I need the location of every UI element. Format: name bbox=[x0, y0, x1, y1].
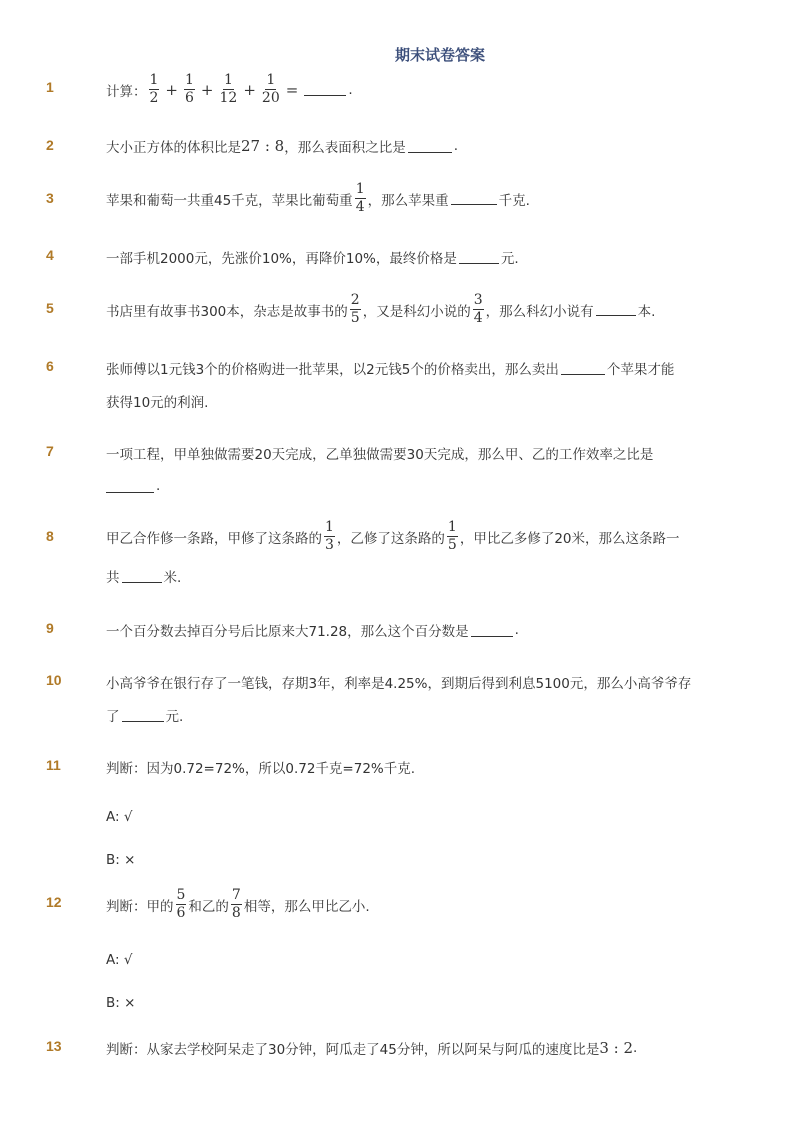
option-a[interactable]: A: √ bbox=[106, 809, 133, 825]
question-text: 小高爷爷在银行存了一笔钱，存期3年，利率是4.25%，到期后得到利息5100元，那么小高爷爷存 bbox=[106, 676, 692, 692]
equals-sign: = bbox=[285, 80, 299, 99]
question-10-line-2 bbox=[106, 705, 183, 725]
question-text: ，那么苹果重 bbox=[367, 192, 449, 209]
question-number: 5 bbox=[46, 300, 54, 316]
question-2 bbox=[106, 136, 458, 156]
answer-blank[interactable] bbox=[451, 192, 497, 205]
question-text: 一个百分数去掉百分号后比原来大71.28，那么这个百分数是 bbox=[106, 624, 469, 640]
question-text: ，甲比乙多修了20米，那么这条路一 bbox=[459, 530, 680, 547]
question-text: . bbox=[514, 622, 519, 638]
question-text: . bbox=[348, 81, 353, 98]
question-text: 个苹果才能 bbox=[606, 362, 675, 378]
question-9 bbox=[106, 620, 519, 640]
question-text: 计算： bbox=[106, 83, 147, 100]
question-text: 元. bbox=[500, 251, 519, 267]
question-text: 米. bbox=[163, 570, 182, 586]
answer-blank[interactable] bbox=[471, 624, 513, 637]
question-text: 书店里有故事书300本，杂志是故事书的 bbox=[106, 303, 348, 320]
question-text: 和乙的 bbox=[188, 898, 229, 915]
answer-blank[interactable] bbox=[304, 83, 346, 96]
question-number: 8 bbox=[46, 528, 54, 544]
ratio: 27 : 8 bbox=[241, 137, 285, 155]
answer-blank[interactable] bbox=[122, 570, 162, 583]
answer-blank[interactable] bbox=[408, 140, 452, 153]
fraction: $\frac{1}{5}$ bbox=[447, 519, 457, 553]
question-6-line-2 bbox=[106, 391, 208, 411]
question-3 bbox=[106, 181, 530, 216]
question-number: 12 bbox=[46, 894, 62, 910]
question-text: 判断：甲的 bbox=[106, 898, 174, 915]
question-text: 张师傅以1元钱3个的价格购进一批苹果，以2元钱5个的价格卖出，那么卖出 bbox=[106, 362, 559, 378]
question-text: . bbox=[453, 138, 459, 154]
fraction: $\frac{3}{4}$ bbox=[473, 292, 483, 326]
question-text: 判断：从家去学校阿呆走了30分钟，阿瓜走了45分钟，所以阿呆与阿瓜的速度比是 bbox=[106, 1042, 600, 1058]
question-6-line-1 bbox=[106, 358, 674, 378]
question-text: . bbox=[156, 478, 161, 494]
question-1 bbox=[106, 72, 353, 107]
answer-blank[interactable] bbox=[122, 709, 164, 722]
question-text: 一项工程，甲单独做需要20天完成，乙单独做需要30天完成，那么甲、乙的工作效率之比是 bbox=[106, 447, 654, 463]
fraction: $\frac{5}{6}$ bbox=[176, 887, 186, 921]
option-b[interactable]: B: × bbox=[106, 852, 136, 868]
option-b[interactable]: B: × bbox=[106, 995, 136, 1011]
question-text: 相等，那么甲比乙小. bbox=[243, 898, 370, 915]
question-4 bbox=[106, 247, 519, 267]
question-text: 了 bbox=[106, 709, 120, 725]
question-text: 本. bbox=[637, 303, 656, 320]
answer-blank[interactable] bbox=[106, 480, 154, 493]
question-number: 4 bbox=[46, 247, 54, 263]
question-text: 千克. bbox=[498, 192, 530, 209]
fraction: $\frac{2}{5}$ bbox=[350, 292, 360, 326]
answer-blank[interactable] bbox=[596, 303, 636, 316]
question-8-line-1 bbox=[106, 519, 680, 554]
question-number: 2 bbox=[46, 137, 54, 153]
question-text: ，那么表面积之比是 bbox=[284, 140, 406, 156]
fraction: $\frac{1}{12}$ bbox=[219, 72, 238, 106]
plus-sign: + bbox=[243, 80, 256, 99]
question-text: 获得10元的利润. bbox=[106, 395, 209, 411]
question-11 bbox=[106, 757, 415, 777]
question-text: 甲乙合作修一条路，甲修了这条路的 bbox=[106, 530, 322, 547]
question-text: . bbox=[633, 1040, 638, 1056]
option-a[interactable]: A: √ bbox=[106, 952, 133, 968]
question-13 bbox=[106, 1038, 637, 1058]
question-5 bbox=[106, 292, 655, 327]
question-text: 共 bbox=[106, 570, 120, 586]
question-number: 11 bbox=[46, 757, 61, 773]
question-number: 6 bbox=[46, 358, 54, 374]
question-text: 一部手机2000元，先涨价10%，再降价10%，最终价格是 bbox=[106, 251, 457, 267]
fraction: $\frac{7}{8}$ bbox=[231, 887, 241, 921]
question-10-line-1 bbox=[106, 672, 691, 692]
question-text: 判断：因为0.72=72%，所以0.72千克=72%千克. bbox=[106, 761, 416, 777]
fraction: $\frac{1}{4}$ bbox=[355, 181, 365, 215]
plus-sign: + bbox=[165, 80, 178, 99]
question-text: 苹果和葡萄一共重45千克，苹果比葡萄重 bbox=[106, 192, 353, 209]
question-7-line-1 bbox=[106, 443, 653, 463]
question-text: ，乙修了这条路的 bbox=[336, 530, 445, 547]
question-number: 10 bbox=[46, 672, 62, 688]
question-8-line-2 bbox=[106, 566, 181, 586]
question-number: 3 bbox=[46, 190, 54, 206]
answer-blank[interactable] bbox=[459, 251, 499, 264]
fraction: $\frac{1}{2}$ bbox=[149, 72, 159, 106]
question-text: ，又是科幻小说的 bbox=[362, 303, 471, 320]
plus-sign: + bbox=[200, 80, 214, 99]
question-7-line-2 bbox=[106, 478, 160, 494]
page-title: 期末试卷答案 bbox=[394, 46, 485, 64]
question-12 bbox=[106, 887, 370, 922]
fraction: $\frac{1}{3}$ bbox=[325, 519, 334, 553]
question-text: ，那么科幻小说有 bbox=[485, 303, 594, 320]
question-text: 元. bbox=[165, 709, 184, 725]
question-number: 7 bbox=[46, 443, 54, 459]
question-number: 13 bbox=[46, 1038, 62, 1054]
ratio: 3 : 2 bbox=[599, 1039, 634, 1057]
fraction: $\frac{1}{6}$ bbox=[185, 72, 194, 106]
question-text: 大小正方体的体积比是 bbox=[106, 140, 241, 156]
fraction: $\frac{1}{20}$ bbox=[261, 72, 280, 106]
question-number: 1 bbox=[46, 79, 54, 95]
question-number: 9 bbox=[46, 620, 54, 636]
answer-blank[interactable] bbox=[561, 362, 605, 375]
